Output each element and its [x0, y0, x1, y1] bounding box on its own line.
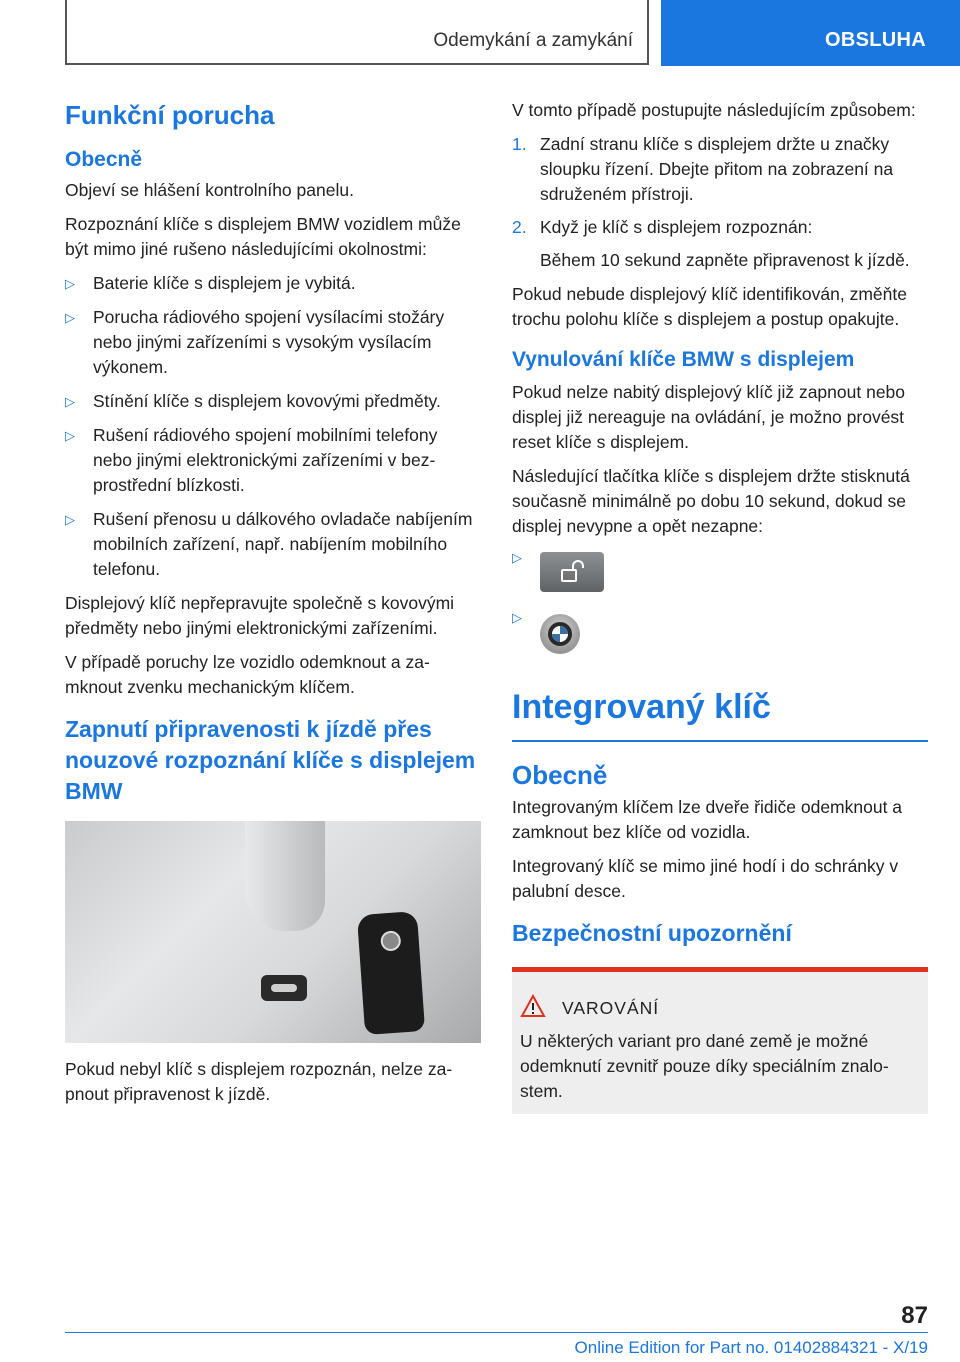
list-item: ▷ Rušení přenosu u dálkového ovladače nabíjením mobilních zařízení, např. nabíjením mobilního telefonu. [65, 509, 473, 579]
chapter-tab [661, 0, 960, 66]
triangle-bullet-icon: ▷ [65, 276, 75, 291]
display-key-image [357, 911, 425, 1035]
triangle-bullet-icon: ▷ [65, 310, 75, 325]
paragraph: Objeví se hlášení kontrolního panelu. [65, 180, 354, 200]
footer-divider [65, 1332, 928, 1333]
heading-integrated-key: Integrovaný klíč [512, 686, 928, 742]
heading-reset: Vynulování klíče BMW s displejem [512, 348, 855, 371]
warning-triangle-icon [520, 994, 546, 1023]
step-item: 2. Když je klíč s displejem rozpoznán: [512, 217, 813, 237]
chapter-tab-label: OBSLUHA [825, 29, 926, 51]
paragraph: V tomto případě postupujte následujícím způsobem: [512, 100, 916, 120]
triangle-bullet-icon: ▷ [512, 550, 522, 565]
heading-general: Obecně [65, 148, 143, 171]
paragraph: Integrovaný klíč se mimo jiné hodí i do schránky v palubní desce. [512, 856, 899, 901]
paragraph: Pokud nelze nabitý displejový klíč již zapnout nebo displej již nereaguje na ovládání, je možno provést reset klíče s displejem. [512, 382, 906, 452]
heading-general-2: Obecně [512, 760, 608, 790]
warning-title: VAROVÁNÍ [562, 998, 660, 1018]
list-item: ▷ Rušení rádiového spojení mobilními telefony nebo jinými elektronickými zařízeními v bezprostřední blízkosti. [65, 425, 438, 495]
warning-text: U některých variant pro dané země je možné odemknutí zevnitř pouze díky speciálním znalostem. [520, 1031, 889, 1101]
list-item: ▷ Baterie klíče s displejem je vybitá. [65, 271, 481, 296]
steering-column-key-photo [65, 821, 481, 1043]
key-button-row [512, 548, 928, 592]
section-title: Odemykání a zamykání [433, 30, 633, 51]
warning-box [512, 967, 928, 1114]
right-column [512, 98, 928, 1114]
paragraph: Integrovaným klíčem lze dveře řidiče odemknout a zamknout bez klíče od vozidla. [512, 797, 903, 842]
header-box [65, 0, 649, 65]
paragraph: Pokud nebyl klíč s displejem rozpoznán, nelze zapnout připravenost k jízdě. [65, 1059, 453, 1104]
heading-emergency-detection: Zapnutí připravenosti k jízdě přes nouzové rozpoznání klíče s displejem BMW [65, 716, 476, 804]
list-item: ▷ Porucha rádiového spojení vysílacími stožáry nebo jinými zařízeními s vysokým vysílacím výkonem. [65, 307, 445, 377]
paragraph: Rozpoznání klíče s displejem BMW vozidlem může být mimo jiné rušeno následujícími okolnostmi: [65, 214, 461, 259]
heading-safety: Bezpečnostní upozornění [512, 920, 792, 946]
paragraph: Pokud nebude displejový klíč identifikován, změňte trochu polohu klíče s displejem a postup opakujte. [512, 284, 907, 329]
list-item: ▷ Stínění klíče s displejem kovovými předměty. [65, 389, 481, 414]
step-item: 1. Zadní stranu klíče s displejem držte u značky sloupku řízení. Dbejte přitom na zobrazení na sdruženém přístroji. [512, 134, 894, 204]
bmw-logo-button-icon [540, 614, 580, 654]
unlock-button-icon [540, 552, 604, 592]
step-substep: Během 10 sekund zapněte připravenost k jízdě. [540, 250, 910, 270]
triangle-bullet-icon: ▷ [65, 512, 75, 527]
left-column [65, 98, 481, 1116]
triangle-bullet-icon: ▷ [65, 428, 75, 443]
key-button-row [512, 608, 928, 654]
triangle-bullet-icon: ▷ [512, 610, 522, 625]
page-number: 87 [901, 1302, 928, 1329]
paragraph: V případě poruchy lze vozidlo odemknout a zamknout zvenku mechanickým klíčem. [65, 652, 430, 697]
triangle-bullet-icon: ▷ [65, 394, 75, 409]
edition-footer: Online Edition for Part no. 01402884321 - X/19 [574, 1338, 928, 1357]
paragraph: Displejový klíč nepřepravujte společně s kovovými předměty nebo jinými elektronickými zařízeními. [65, 593, 455, 638]
paragraph: Následující tlačítka klíče s displejem držte stisknutá současně minimálně po dobu 10 sekund, dokud se displej nevypne a opět nezapne: [512, 466, 910, 536]
heading-fault: Funkční porucha [65, 100, 275, 130]
